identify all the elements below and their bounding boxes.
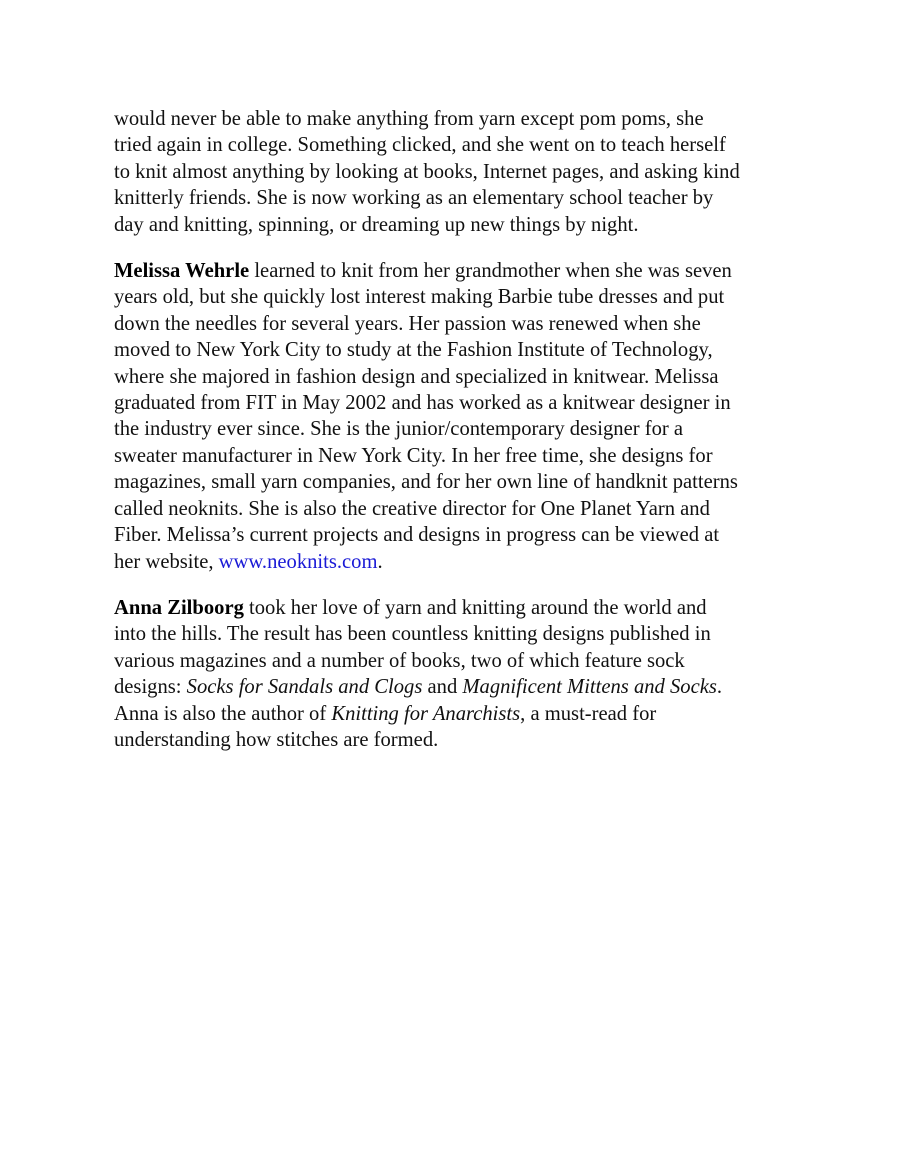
text-line: to knit almost anything by looking at books, Internet pages, and asking kind <box>114 160 740 183</box>
text-line: into the hills. The result has been countless knitting designs published in <box>114 623 711 646</box>
paragraph-bio-anna-zilboorg <box>114 595 794 753</box>
text-segment: and <box>422 676 463 699</box>
text-segment: . <box>716 676 723 699</box>
book-title: Magnificent Mittens and Socks <box>462 676 717 699</box>
text-line: down the needles for several years. Her passion was renewed when she <box>114 312 701 335</box>
text-line: moved to New York City to study at the Fashion Institute of Technology, <box>114 339 713 362</box>
text-line <box>114 595 794 621</box>
text-line <box>114 258 794 284</box>
text-line <box>114 701 794 727</box>
text-line: knitterly friends. She is now working as an elementary school teacher by <box>114 187 714 210</box>
text-line <box>114 549 794 575</box>
text-line: sweater manufacturer in New York City. In her free time, she designs for <box>114 444 713 467</box>
text-line: years old, but she quickly lost interest making Barbie tube dresses and put <box>114 286 725 309</box>
author-name: Anna Zilboorg <box>114 596 244 619</box>
text-line: magazines, small yarn companies, and for her own line of handknit patterns <box>114 471 738 494</box>
text-line: where she majored in fashion design and specialized in knitwear. Melissa <box>114 365 719 388</box>
paragraph-bio-melissa-wehrle <box>114 258 794 575</box>
text-segment: designs: <box>114 676 187 699</box>
text-segment: her website, <box>114 550 219 573</box>
book-title: Socks for Sandals and Clogs <box>186 676 423 699</box>
text-segment: took her love of yarn and knitting around the world and <box>243 596 707 619</box>
author-name: Melissa Wehrle <box>114 260 250 283</box>
text-line: day and knitting, spinning, or dreaming up new things by night. <box>114 213 639 236</box>
website-link[interactable]: www.neoknits.com <box>218 550 378 573</box>
text-line: called neoknits. She is also the creative director for One Planet Yarn and <box>114 497 710 520</box>
text-line: tried again in college. Something clicked, and she went on to teach herself <box>114 134 726 157</box>
text-segment: Anna is also the author of <box>114 702 332 725</box>
book-title: Knitting for Anarchists <box>331 702 521 725</box>
text-line: graduated from FIT in May 2002 and has worked as a knitwear designer in <box>114 392 731 415</box>
text-segment: learned to knit from her grandmother when she was seven <box>249 260 732 283</box>
text-line <box>114 674 794 700</box>
text-segment: , a must-read for <box>520 702 657 725</box>
text-segment: . <box>377 550 383 573</box>
document-body <box>114 106 794 773</box>
text-line: would never be able to make anything from yarn except pom poms, she <box>114 108 704 130</box>
text-line: Fiber. Melissa’s current projects and designs in progress can be viewed at <box>114 524 720 547</box>
paragraph-bio-continued <box>114 106 794 238</box>
text-line: various magazines and a number of books, two of which feature sock <box>114 649 685 672</box>
text-line: understanding how stitches are formed. <box>114 728 439 751</box>
text-line: the industry ever since. She is the junior/contemporary designer for a <box>114 418 684 441</box>
